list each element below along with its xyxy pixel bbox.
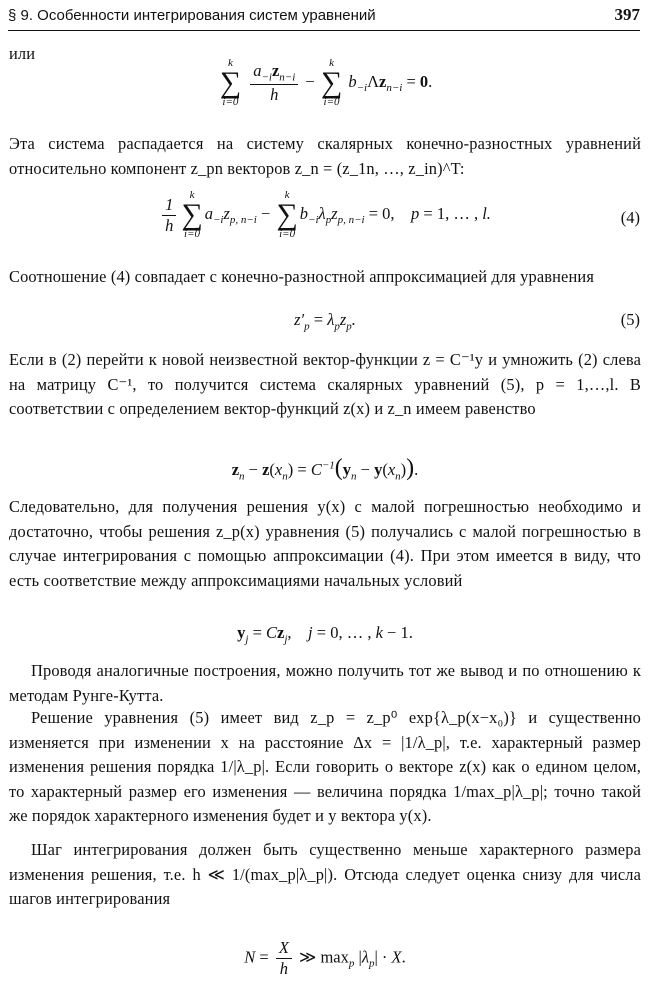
equation-error-relation: $z_n - z(x_n) = C^{-1}(y_n - y(x_n))$. [231,455,419,483]
equation-5: $z'_p = \lambda_pz_p$. [294,310,356,333]
equation-4: $\frac{1}{h}$ k ∑ i=0 $a_{-i}z_{p, n-i}$ − k ∑ i=0 $b_{-i}\lambda_pz_{p, n-i} = 0$, p = 1, … , l. [0,190,650,240]
paragraph-2: Соотношение (4) совпадает с конечно-разностной аппроксимацией для уравнения [9,267,595,286]
paragraph-4: Следовательно, для получения решения y(x) с малой погрешностью необходимо и достаточно, чтобы решения z_p(x) уравнения (5) получались с малой погрешностью в случае интегрирования с помощью аппроксимации (4). При этом имеется в виду, что есть соответствие между аппроксимациями начальных условий [9,497,641,590]
paragraph-6: Решение уравнения (5) имеет вид z_p = z_p⁰ exp{λ_p(x−x₀)} и существенно изменяется при изменении x на расстояние Δx = |1/λ_p|, т.е. характерный размер изменения решения порядка 1/|λ_p|. Если говорить о векторе z(x) как о едином целом, то характерный размер его изменения — величина порядка 1/max_p|λ_p|; точно такой же порядок характерного изменения будет и у вектора y(x). [9,708,641,826]
equation-4-label: (4) [620,208,640,227]
running-header [8,4,640,31]
equation-system-sum: k ∑ i=0 $\frac{a_{-i}z_{n-i}}{h}$ − k ∑ i=0 $b_{-i}\Lambda z_{n-i} = 0$. [219,57,433,108]
section-title: § 9. Особенности интегрирования систем уравнений [8,7,376,24]
page-number: 397 [614,5,640,24]
paragraph-7: Шаг интегрирования должен быть существенно меньше характерного размера изменения решения, т.е. h ≪ 1/(max_p|λ_p|). Отсюда следует оценка снизу для числа шагов интегрирования [9,840,641,909]
equation-steps-estimate: N = $\frac{X}{h}$ ≫ $\max_p |\lambda_p| \cdot X$. [244,938,406,978]
word-ili: или [9,44,36,63]
paragraph-3: Если в (2) перейти к новой неизвестной вектор-функции z = C⁻¹y и умножить (2) слева на матрицу C⁻¹, то получится система скалярных уравнений (5), p = 1,…,l. В соответствии с определением вектор-функций z(x) и z_n имеем равенство [9,350,641,419]
equation-5-label: (5) [620,310,640,329]
paragraph-1: Эта система распадается на систему скалярных конечно-разностных уравнений относительно компонент z_pn векторов z_n = (z_1n, …, z_in)^T: [9,134,641,178]
paragraph-5: Проводя аналогичные построения, можно получить тот же вывод и по отношению к методам Рунге-Кутта. [9,661,641,705]
equation-initial-conditions: $y_j = Cz_j$, j = 0, … , k − 1. [237,623,413,646]
